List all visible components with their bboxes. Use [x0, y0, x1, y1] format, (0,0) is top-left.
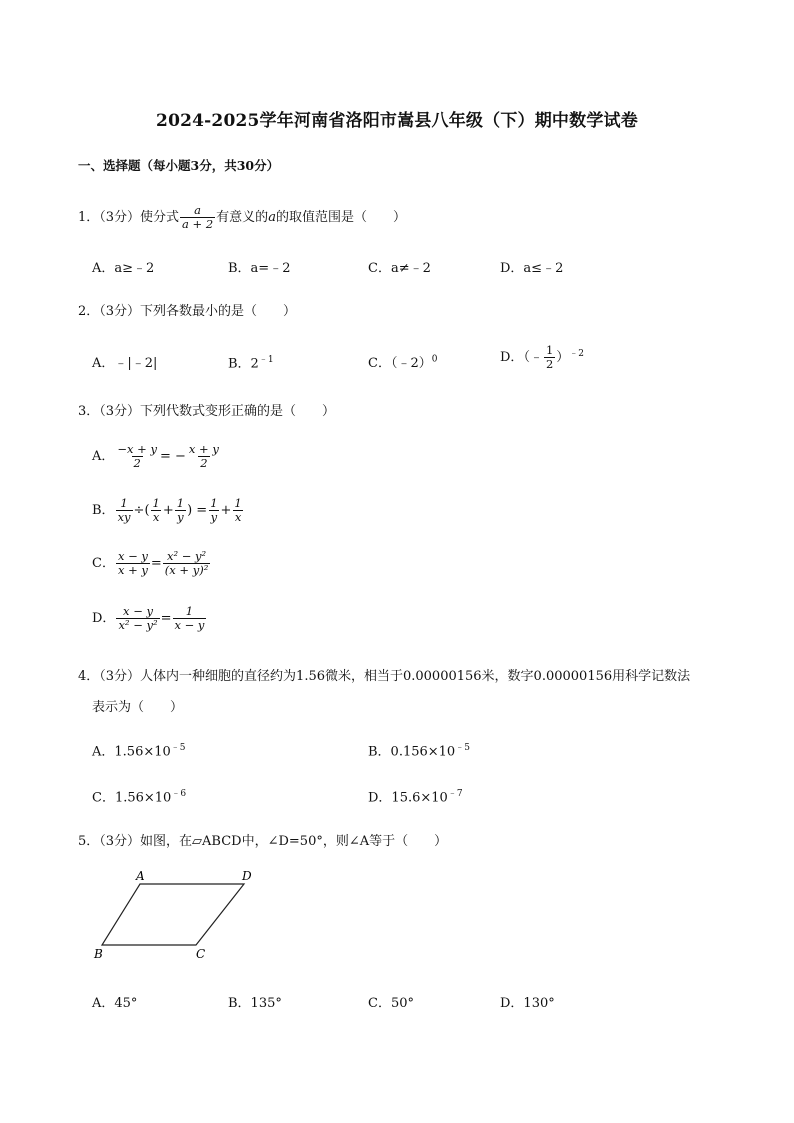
q2-d-frac — [544, 344, 555, 371]
q1-frac-den: a + 2 — [182, 217, 214, 232]
q2-c-base: C．（﹣2） — [368, 356, 432, 371]
q3-b-frac4 — [208, 497, 219, 524]
q3-a-label: A． — [92, 449, 115, 465]
question-4-stem-line2: 表示为（ ） — [92, 700, 184, 715]
q3-option-b[interactable] — [92, 497, 245, 524]
q3-c-r-den: (x + y)² — [164, 563, 209, 578]
q3-a-r-num: x + y — [188, 442, 219, 456]
q3-b-n5: 1 — [234, 496, 242, 510]
q1-var: a — [268, 210, 276, 226]
q1-option-c[interactable]: C．a≠﹣2 — [368, 261, 431, 276]
q3-b-n1: 1 — [120, 496, 128, 510]
q4-b-exp: ﹣5 — [455, 743, 470, 753]
q3-a-r-den: 2 — [200, 456, 208, 471]
q2-d-close: ） — [556, 350, 570, 366]
q2-option-c[interactable] — [368, 352, 437, 371]
question-1-stem — [78, 204, 406, 231]
q2-d-den: 2 — [545, 357, 554, 372]
parallelogram-shape — [102, 884, 244, 945]
q4-a-base: A．1.56×10 — [92, 744, 171, 760]
q3-b-frac5 — [232, 497, 243, 524]
vertex-label-b: B — [94, 947, 103, 961]
q4-option-a[interactable] — [92, 740, 186, 759]
q4-b-base: B．0.156×10 — [368, 744, 456, 760]
q2-option-b[interactable] — [228, 352, 274, 371]
q3-c-r-num: x² − y² — [166, 549, 207, 563]
q5-option-d[interactable]: D．130° — [500, 996, 555, 1011]
q3-b-label: B． — [92, 503, 115, 519]
page-title: 2024-2025学年河南省洛阳市嵩县八年级（下）期中数学试卷 — [156, 111, 638, 131]
q3-d-r-num: 1 — [185, 604, 194, 618]
q4-option-d[interactable] — [368, 786, 463, 805]
q4-option-b[interactable] — [368, 740, 470, 759]
q3-b-n3: 1 — [176, 496, 185, 510]
q3-b-eq: ) = — [187, 503, 208, 519]
q3-c-eq: = — [150, 556, 162, 572]
vertex-label-d: D — [242, 869, 252, 883]
question-3-stem: 3．（3分）下列代数式变形正确的是（ ） — [78, 404, 336, 419]
q3-d-l-den: x² − y² — [118, 618, 158, 633]
q3-b-n4: 1 — [210, 496, 218, 510]
q2-d-open: （﹣ — [523, 350, 543, 366]
q3-c-l-den: x + y — [117, 563, 148, 578]
q1-option-b[interactable]: B．a=﹣2 — [228, 261, 291, 276]
q3-b-d3: y — [177, 510, 184, 525]
q1-prefix: 1．（3分）使分式 — [78, 210, 180, 226]
q3-b-frac2 — [151, 497, 162, 524]
q3-b-frac3 — [175, 497, 186, 524]
q4-c-base: C．1.56×10 — [92, 790, 172, 806]
q3-a-right-frac — [187, 443, 221, 470]
q3-d-l-num: x − y — [123, 604, 153, 618]
q3-b-d4: y — [210, 510, 218, 525]
q3-c-label: C． — [92, 556, 115, 572]
q4-d-base: D．15.6×10 — [368, 790, 448, 806]
question-2-stem: 2．（3分）下列各数最小的是（ ） — [78, 304, 297, 319]
q1-fraction — [180, 204, 215, 231]
q3-d-right-frac — [173, 605, 207, 632]
q5-option-c[interactable]: C．50° — [368, 996, 414, 1011]
q3-b-plus1: + — [162, 503, 174, 519]
q3-a-left-frac — [115, 443, 159, 470]
q2-option-d[interactable] — [500, 344, 584, 371]
q2-b-base: B．2 — [228, 356, 259, 372]
q3-d-left-frac — [116, 605, 159, 632]
q3-b-d5: x — [234, 510, 242, 525]
q2-d-num: 1 — [545, 343, 554, 357]
q3-c-left-frac — [116, 550, 150, 577]
q3-d-r-den: x − y — [174, 618, 205, 633]
q4-c-exp: ﹣6 — [171, 789, 187, 799]
q1-middle: 有意义的 — [216, 210, 269, 226]
q1-frac-num: a — [194, 203, 202, 217]
q5-option-b[interactable]: B．135° — [228, 996, 282, 1011]
vertex-label-c: C — [196, 947, 206, 961]
q3-b-n2: 1 — [152, 496, 160, 510]
q1-option-a[interactable]: A．a≥﹣2 — [92, 261, 155, 276]
question-5-stem: 5．（3分）如图，在▱ABCD中，∠D=50°，则∠A等于（ ） — [78, 834, 448, 849]
q4-option-c[interactable] — [92, 786, 186, 805]
q3-b-frac1 — [116, 497, 133, 524]
q3-a-mid: = − — [159, 449, 186, 465]
q3-b-plus2: + — [220, 503, 232, 519]
section-heading: 一、选择题（每小题3分，共30分） — [78, 158, 280, 173]
q2-d-exp: ﹣2 — [569, 348, 585, 359]
q3-a-l-den: 2 — [133, 456, 141, 471]
vertex-label-a: A — [136, 869, 145, 883]
q5-option-a[interactable]: A．45° — [92, 996, 138, 1011]
q4-d-exp: ﹣7 — [447, 789, 463, 799]
q3-c-right-frac — [163, 550, 211, 577]
q3-b-d1: xy — [117, 510, 131, 525]
q1-option-d[interactable]: D．a≤﹣2 — [500, 261, 564, 276]
q3-b-div: ÷( — [133, 503, 150, 519]
q3-a-l-num: −x + y — [117, 442, 157, 456]
q3-d-eq: = — [160, 611, 172, 627]
parallelogram-figure — [92, 868, 262, 960]
q3-option-d[interactable] — [92, 605, 207, 632]
q3-c-l-num: x − y — [117, 549, 148, 563]
q2-c-exp: 0 — [431, 354, 438, 365]
q2-option-a[interactable]: A．﹣|﹣2| — [92, 356, 158, 371]
q3-option-a[interactable] — [92, 443, 222, 470]
q3-option-c[interactable] — [92, 550, 211, 577]
question-4-stem-line1: 4．（3分）人体内一种细胞的直径约为1.56微米，相当于0.00000156米，数字0.00000156用科学记数法 — [78, 669, 691, 684]
q3-d-label: D． — [92, 611, 116, 627]
q3-b-d2: x — [152, 510, 160, 525]
q2-d-label: D． — [500, 350, 524, 366]
q4-a-exp: ﹣5 — [170, 743, 186, 753]
q2-b-exp: ﹣1 — [258, 355, 274, 365]
parallelogram-svg — [92, 868, 262, 960]
q1-suffix: 的取值范围是（ ） — [275, 210, 406, 226]
